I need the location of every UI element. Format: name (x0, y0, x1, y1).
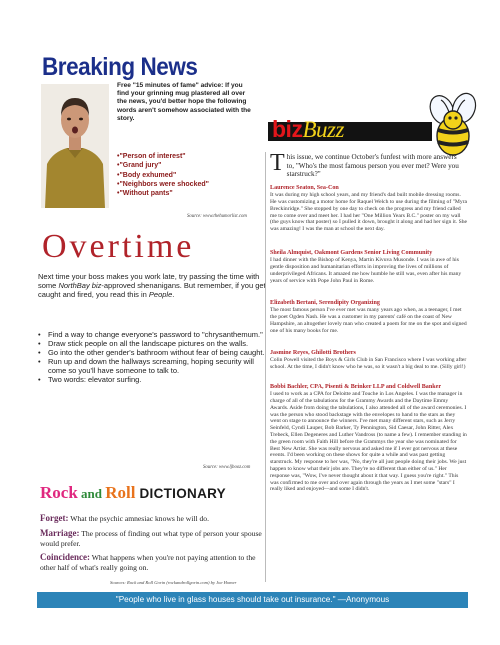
list-item: • Run up and down the hallways screaming, hoping security will come so you'll have someone to talk to. (38, 357, 266, 375)
contributor-name: Laurence Seaton, Sea-Con (270, 185, 339, 191)
list-item: • "Person of interest" (117, 152, 257, 161)
bizbuzz-section (270, 250, 467, 284)
dictionary-word: DICTIONARY (139, 486, 226, 501)
overtime-list (38, 330, 266, 385)
overtime-intro-text: -approved shenanigans. But remember, if you get caught and fired, you read this in (38, 281, 266, 300)
list-item: • Find a way to change everyone's password to "chrysanthemum." (38, 330, 266, 339)
biz-word: biz (272, 116, 303, 142)
rock-roll-source: Sources: Rock and Roll Gorin (rockandrollgorin.com) by Joe Homer (110, 580, 237, 585)
list-item: • "Without pants" (117, 189, 257, 198)
overtime-intro-text: Next time your boss makes you work late, try passing the time with some (38, 272, 260, 291)
man-photo-illustration (41, 84, 109, 208)
bizbuzz-section (270, 384, 467, 493)
bizbuzz-section (270, 300, 467, 334)
contributor-answer: Colin Powell visited the Boys & Girls Club in San Francisco where I was working after school. At the time, I didn't know who he was, so it wasn't a big deal to me. (Silly girl!) (270, 357, 467, 371)
bizbuzz-section (270, 350, 467, 371)
overtime-magazine: People (148, 290, 173, 300)
list-item: • Two words: elevator surfing. (38, 375, 266, 384)
list-item: • Draw stick people on all the landscape pictures on the walls. (38, 339, 266, 348)
rock-roll-title (40, 483, 226, 511)
breaking-news-list (117, 152, 257, 198)
dictionary-entry (40, 553, 270, 572)
list-item: • "Neighbors were shocked" (117, 180, 257, 189)
dictionary-term: Forget: (40, 513, 69, 523)
overtime-brand: NorthBay biz (58, 281, 102, 291)
buzz-word: Buzz (302, 117, 344, 142)
contributor-answer: I had dinner with the Bishop of Kenya, Martin Kivuva Musonde. I was in awe of his gentle disposition and humanitarian efforts in improving the lives of millions of underprivileged Africans. It amazed me how humble he still was, even after his many years of service with Pope John Paul in Rome. (270, 257, 462, 284)
overtime-title: Overtime (42, 228, 195, 265)
man-photo (41, 84, 109, 208)
overtime-intro (38, 272, 268, 300)
list-item: • Go into the other gender's bathroom without fear of being caught. (38, 348, 266, 357)
rock-word: Rock (40, 483, 78, 502)
dictionary-definition: What happens when you're not paying attention to the other half of what's really going on. (40, 553, 256, 572)
footer-quote: "People who live in glass houses should take out insurance." —Anonymous (37, 592, 468, 608)
dictionary-entry (40, 529, 270, 548)
breaking-news-source: Source: www.thehumorlist.com (187, 214, 247, 219)
contributor-name: Elizabeth Bertani, Serendipity Organizing (270, 300, 380, 306)
roll-word: Roll (105, 483, 136, 502)
dictionary-entry (40, 514, 270, 524)
bee-icon (420, 90, 485, 160)
list-item: • "Body exhumed" (117, 171, 257, 180)
dictionary-term: Coincidence: (40, 552, 90, 562)
and-word: and (77, 486, 106, 501)
contributor-name: Sheila Almquist, Oakmont Gardens Senior Living Community (270, 250, 433, 256)
contributor-answer: I used to work as a CPA for Deloitte and Touche in Los Angeles. I was the manager in charge of all of the tabulations for the Grammy Awards and the Daytime Emmy Awards. Aside from doing the tabulations, I also attended all of the award ceremonies. I was the person who stood backstage with the envelopes to hand to the stars as they went on stage to announce the winners. I've met many different stars, such as Jerry Seinfeld, Cyndi Lauper, Bob Barker, Ty Pennington, Sid Caesar, John Ritter, Alex Trebeck, Ellen Degeneres and Luther Vandross (to name a few). I remember standing in the green room with Faith Hill before the Grammys the year she was nominated for Best New Artist. She was really nervous and asked me if I ever got nervous at these events. I'd been working on these shows for quite a while and was past getting starstruck. My response to her was, "No, they're all just people doing their jobs. We just happen to know what their jobs are. They're no different than either of us." Her response was, "Wow, I've never thought about it that way. I guess you're right." This was confirmed to me over and over again through the years as I met some "stars" I really liked and enjoyed—and some I didn't. (270, 391, 467, 493)
contributor-answer: It was during my high school years, and my friend's dad built mobile dressing rooms. He was customizing a motor home for Raquel Welch to use during the filming of "Myra Breckinridge." She stopped by one day to check on the progress and my friend called me to come over and meet her. I had her "One Million Years B.C." poster on my wall (the guys know that poster) so I pulled it down, brought it along and had her sign it. She was amazing! I was the man at school the next day. (270, 192, 468, 233)
drop-cap: T (270, 150, 285, 176)
contributor-name: Bobbi Bachler, CPA, Pisenti & Brinker LLP and Coldwell Banker (270, 384, 442, 390)
bizbuzz-section (270, 185, 467, 233)
dictionary-definition: The process of finding out what type of person your spouse would prefer. (40, 529, 262, 548)
breaking-news-intro: Free "15 minutes of fame" advice: If you find your grinning mug plastered all over the news, you'd better hope the following words aren't somehow associated with the story. (117, 82, 251, 122)
dictionary-term: Marriage: (40, 528, 80, 538)
overtime-source: Source: www.ljbooz.com (203, 465, 251, 470)
bizbuzz-title (272, 116, 344, 143)
bizbuzz-lead-text: his issue, we continue October's funfest with more answers to, "Who's the most famous person you ever met? Were you starstruck?" (286, 153, 459, 178)
overtime-intro-text: . (172, 290, 175, 300)
list-item: • "Grand jury" (117, 161, 257, 170)
contributor-name: Jasmine Reyes, Ghilotti Brothers (270, 350, 356, 356)
contributor-answer: The most famous person I've ever met was many years ago when, as a teenager, I met the poet Ogden Nash. He was a customer in my parents' café on the coast of New Hampshire, an altogether lovely man who created a poem for me on the spot and signed one of his many books for me. (270, 307, 467, 334)
dictionary-definition: What the psychic amnesiac knows he will do. (68, 514, 210, 523)
breaking-news-title: Breaking News (42, 53, 198, 81)
bizbuzz-lead (270, 150, 462, 179)
